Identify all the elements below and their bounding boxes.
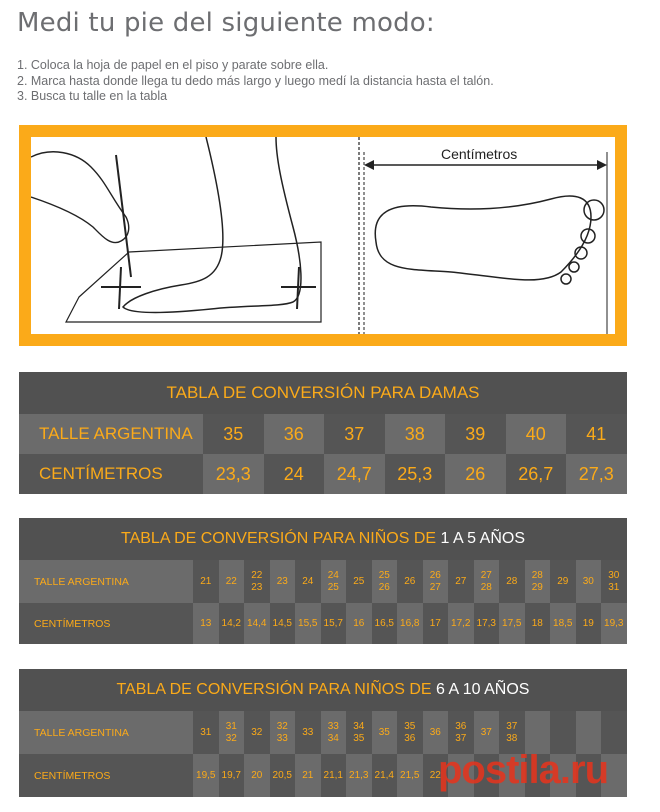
talle-value-alt: 25 xyxy=(327,581,339,593)
talle-value: 32 xyxy=(276,720,288,732)
talle-value: 25 xyxy=(378,569,390,581)
hand-outline xyxy=(31,152,129,243)
talle-value: 22 xyxy=(225,575,237,587)
talle-value: 21 xyxy=(200,575,212,587)
table-cell: 14,5 xyxy=(270,603,296,644)
table-cell xyxy=(397,711,423,754)
table-cell: 16,5 xyxy=(372,603,398,644)
footprint-outline xyxy=(375,196,591,280)
talle-value: 24 xyxy=(327,569,339,581)
talle-value-alt: 34 xyxy=(327,732,339,744)
table-cell xyxy=(295,711,321,754)
table-cell: 24,7 xyxy=(324,454,385,494)
table-cell xyxy=(295,560,321,603)
table-cell: 21,4 xyxy=(372,754,398,797)
table-cell: 16,8 xyxy=(397,603,423,644)
table-cell xyxy=(372,711,398,754)
talle-value: 22 xyxy=(251,569,263,581)
table-cell: 17,3 xyxy=(474,603,500,644)
table-cell: 21,3 xyxy=(346,754,372,797)
table-cell: 23,3 xyxy=(203,454,264,494)
talle-value: 37 xyxy=(506,720,518,732)
table-cell: 15,5 xyxy=(295,603,321,644)
table-cell: 35 xyxy=(203,414,264,454)
table-cell xyxy=(219,560,245,603)
row-label-talle: TALLE ARGENTINA xyxy=(19,414,203,454)
table-cell: 26 xyxy=(445,454,506,494)
measurement-illustration xyxy=(31,137,615,334)
table-cell: 20,5 xyxy=(270,754,296,797)
talle-value: 30 xyxy=(582,575,594,587)
talle-value: 26 xyxy=(404,575,416,587)
table-cell: 17,5 xyxy=(499,603,525,644)
talle-value: 27 xyxy=(480,569,492,581)
conversion-table-damas xyxy=(19,372,627,494)
table-cell: 39 xyxy=(445,414,506,454)
talle-value: 31 xyxy=(200,726,212,738)
talle-value-alt: 36 xyxy=(404,732,416,744)
talle-value: 31 xyxy=(225,720,237,732)
table-cell xyxy=(270,711,296,754)
table-cell: 21,1 xyxy=(321,754,347,797)
title-range: 6 A 10 AÑOS xyxy=(436,681,530,698)
table-cell: 19,5 xyxy=(193,754,219,797)
foot-measure-drawing xyxy=(31,137,615,334)
talle-value-alt: 27 xyxy=(429,581,441,593)
foot-side-outline xyxy=(123,137,301,313)
table-cell xyxy=(244,711,270,754)
table-cell xyxy=(550,560,576,603)
talle-value-alt: 26 xyxy=(378,581,390,593)
table-ninos-1-5-row-talle xyxy=(19,560,627,603)
table-cell xyxy=(321,560,347,603)
toe-1 xyxy=(584,200,604,220)
table-cell: 17,2 xyxy=(448,603,474,644)
table-cell: 36 xyxy=(264,414,325,454)
talle-value-alt: 37 xyxy=(455,732,467,744)
talle-value: 33 xyxy=(302,726,314,738)
row-label-talle: TALLE ARGENTINA xyxy=(19,560,193,603)
table-cell xyxy=(601,560,627,603)
table-cell xyxy=(193,711,219,754)
watermark-logo: postila.ru xyxy=(438,748,609,792)
page-title: Medi tu pie del siguiente modo: xyxy=(17,8,435,38)
table-damas-row-cm xyxy=(19,454,627,494)
table-cell xyxy=(397,560,423,603)
title-range: 1 A 5 AÑOS xyxy=(440,530,525,547)
table-cell: 13 xyxy=(193,603,219,644)
table-cell: 19 xyxy=(576,603,602,644)
talle-value: 34 xyxy=(353,720,365,732)
table-cell xyxy=(270,560,296,603)
talle-value: 35 xyxy=(378,726,390,738)
table-cell xyxy=(193,560,219,603)
table-cell: 19,3 xyxy=(601,603,627,644)
table-cell xyxy=(372,560,398,603)
instruction-step-1: 1. Coloca la hoja de papel en el piso y parate sobre ella. xyxy=(17,58,329,72)
table-cell: 14,2 xyxy=(219,603,245,644)
talle-value: 36 xyxy=(455,720,467,732)
table-cell: 17 xyxy=(423,603,449,644)
title-prefix: TABLA DE CONVERSIÓN PARA NIÑOS DE xyxy=(116,681,437,698)
table-cell: 40 xyxy=(506,414,567,454)
table-cell: 26,7 xyxy=(506,454,567,494)
conversion-table-ninos-1-5 xyxy=(19,518,627,644)
title-prefix: TABLA DE CONVERSIÓN PARA NIÑOS DE xyxy=(121,530,441,547)
talle-value-alt: 38 xyxy=(506,732,518,744)
measurement-illustration-frame xyxy=(19,125,627,346)
table-cell xyxy=(346,560,372,603)
talle-value: 29 xyxy=(557,575,569,587)
table-cell xyxy=(219,711,245,754)
table-cell: 41 xyxy=(566,414,627,454)
talle-value-alt: 29 xyxy=(531,581,543,593)
table-cell: 14,4 xyxy=(244,603,270,644)
talle-value: 30 xyxy=(608,569,620,581)
table-cell xyxy=(244,560,270,603)
table-ninos-1-5-row-cm xyxy=(19,603,627,644)
table-cell xyxy=(525,560,551,603)
table-cell: 25,3 xyxy=(385,454,446,494)
talle-value: 24 xyxy=(302,575,314,587)
table-damas-row-talle xyxy=(19,414,627,454)
table-cell xyxy=(346,711,372,754)
instruction-step-3: 3. Busca tu talle en la tabla xyxy=(17,89,168,103)
table-cell: 21,5 xyxy=(397,754,423,797)
talle-value: 28 xyxy=(531,569,543,581)
row-label-cm: CENTÍMETROS xyxy=(19,603,193,644)
table-ninos-1-5-title xyxy=(19,518,627,560)
talle-value: 23 xyxy=(276,575,288,587)
table-cell xyxy=(448,560,474,603)
talle-value: 32 xyxy=(251,726,263,738)
talle-value: 25 xyxy=(353,575,365,587)
table-cell xyxy=(321,711,347,754)
centimetros-label: Centímetros xyxy=(441,146,518,162)
table-cell xyxy=(576,560,602,603)
talle-value-alt: 33 xyxy=(276,732,288,744)
talle-value: 35 xyxy=(404,720,416,732)
table-cell xyxy=(474,560,500,603)
row-label-cm: CENTÍMETROS xyxy=(19,454,203,494)
talle-value: 37 xyxy=(480,726,492,738)
pencil-shape xyxy=(116,155,131,277)
talle-value-alt: 31 xyxy=(608,581,620,593)
instruction-step-2: 2. Marca hasta donde llega tu dedo más largo y luego medí la distancia hasta el talón. xyxy=(17,73,494,88)
table-cell xyxy=(423,560,449,603)
table-cell: 21 xyxy=(295,754,321,797)
table-cell: 18 xyxy=(525,603,551,644)
talle-value: 33 xyxy=(327,720,339,732)
table-cell: 19,7 xyxy=(219,754,245,797)
table-cell: 22 xyxy=(423,754,449,797)
table-cell: 20 xyxy=(244,754,270,797)
toe-5 xyxy=(561,274,571,284)
talle-value-alt: 28 xyxy=(480,581,492,593)
table-cell xyxy=(499,560,525,603)
row-label-talle: TALLE ARGENTINA xyxy=(19,711,193,754)
table-cell: 37 xyxy=(324,414,385,454)
table-cell: 16 xyxy=(346,603,372,644)
toe-4 xyxy=(569,262,579,272)
talle-value: 36 xyxy=(429,726,441,738)
table-ninos-6-10-title xyxy=(19,669,627,711)
talle-value: 26 xyxy=(429,569,441,581)
table-damas-title: TABLA DE CONVERSIÓN PARA DAMAS xyxy=(19,372,627,414)
row-label-cm: CENTÍMETROS xyxy=(19,754,193,797)
talle-value-alt: 32 xyxy=(225,732,237,744)
talle-value: 28 xyxy=(506,575,518,587)
table-cell: 24 xyxy=(264,454,325,494)
talle-value-alt: 23 xyxy=(251,581,263,593)
table-cell: 18,5 xyxy=(550,603,576,644)
instructions-list xyxy=(17,58,494,105)
talle-value-alt: 35 xyxy=(353,732,365,744)
table-cell: 27,3 xyxy=(566,454,627,494)
table-cell: 15,7 xyxy=(321,603,347,644)
talle-value: 27 xyxy=(455,575,467,587)
table-cell: 38 xyxy=(385,414,446,454)
